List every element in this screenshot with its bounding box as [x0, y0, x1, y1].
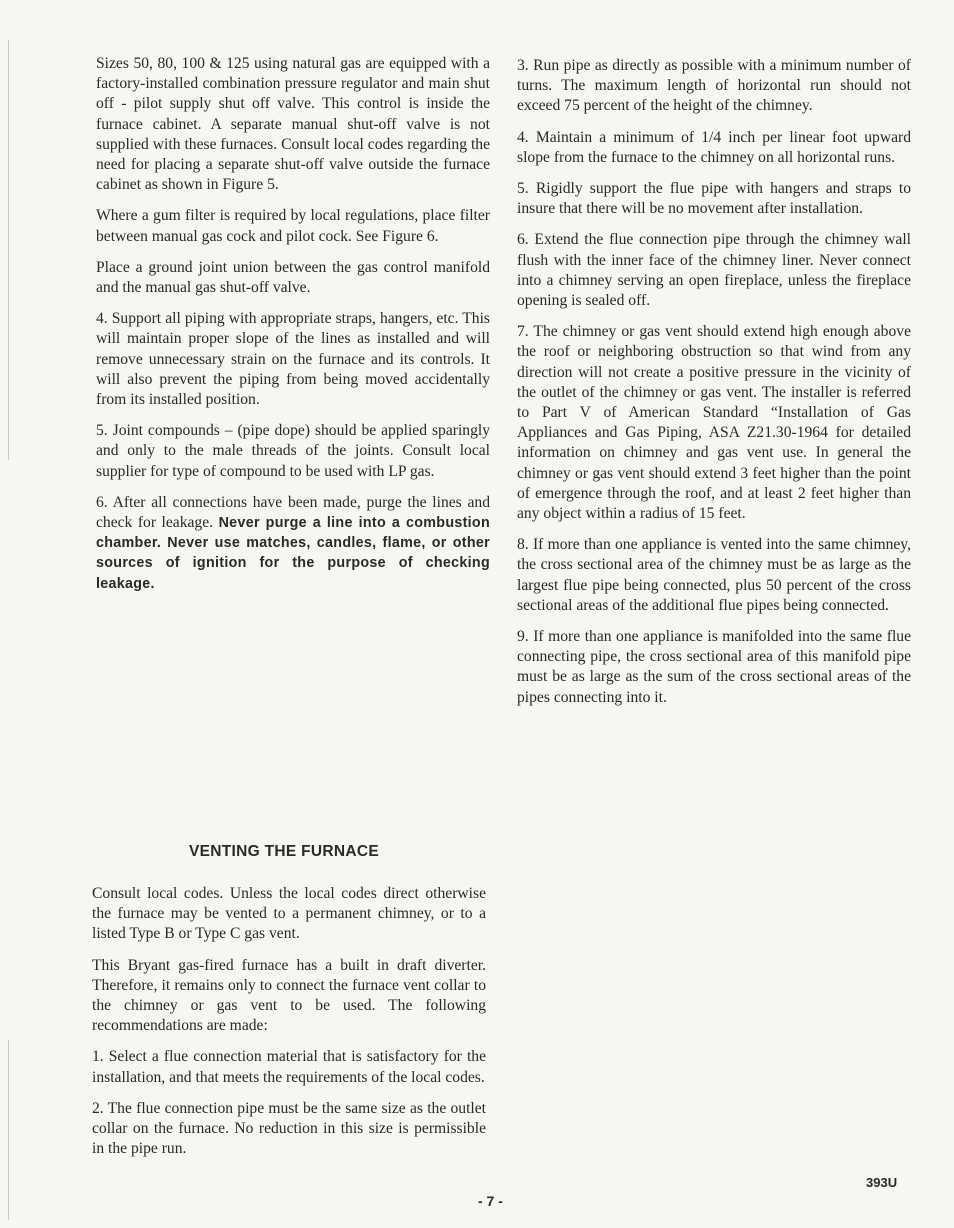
left-margin-line — [8, 40, 9, 460]
paragraph: Place a ground joint union between the gas control manifold and the manual gas shut-off valve. — [96, 258, 490, 297]
paragraph: Consult local codes. Unless the local codes direct otherwise the furnace may be vented to a permanent chimney, or to a listed Type B or Type C gas vent. — [92, 885, 486, 943]
left-margin-line-lower — [8, 1040, 9, 1220]
paragraph: 4. Support all piping with appropriate straps, hangers, etc. This will maintain proper slope of the lines as installed and will remove unnecessary strain on the furnace and its controls. It will also prevent the piping from being moved accidentally from its installed position. — [96, 310, 490, 409]
paragraph: 8. If more than one appliance is vented into the same chimney, the cross sectional area of the chimney must be as large as the largest flue pipe being connected, plus 50 percent of the cross sectional areas of the additional flue pipes being connected. — [517, 536, 911, 614]
left-column — [96, 54, 490, 605]
paragraph: 1. Select a flue connection material that is satisfactory for the installation, and that meets the requirements of the local codes. — [92, 1048, 486, 1086]
paragraph: 7. The chimney or gas vent should extend high enough above the roof or neighboring obstruction so that wind from any direction will not create a positive pressure in the vicinity of the outlet of the chimney or gas vent. The installer is referred to Part V of American Standard “Installation of Gas Appliances and Gas Piping, ASA Z21.30-1964 for detailed information on chimney and gas vent use. In general the chimney or gas vent should extend 3 feet higher than the point of emergence through the roof, and at least 2 feet higher than any object within a radius of 15 feet. — [517, 323, 911, 523]
right-column — [517, 56, 911, 719]
venting-section — [92, 884, 486, 1170]
paragraph: 9. If more than one appliance is manifolded into the same flue connecting pipe, the cross sectional area of this manifold pipe must be as large as the sum of the cross sectional areas of the pipes connecting into it. — [517, 628, 911, 706]
section-heading: VENTING THE FURNACE — [189, 843, 379, 860]
paragraph: 2. The flue connection pipe must be the same size as the outlet collar on the furnace. No reduction in this size is permissible in the pipe run. — [92, 1099, 486, 1158]
paragraph: 4. Maintain a minimum of 1/4 inch per linear foot upward slope from the furnace to the chimney on all horizontal runs. — [517, 128, 911, 166]
paragraph: 6. Extend the flue connection pipe through the chimney wall flush with the inner face of the chimney liner. Never connect into a chimney serving an open fireplace, unless the fireplace opening is sealed off. — [517, 231, 911, 310]
paragraph-warning — [96, 493, 490, 594]
paragraph: Sizes 50, 80, 100 & 125 using natural gas are equipped with a factory-installed combination pressure regulator and main shut off - pilot supply shut off valve. This control is inside the furnace cabinet. A separate manual shut-off valve is not supplied with these furnaces. Consult local codes regarding the need for placing a separate shut-off valve outside the furnace cabinet as shown in Figure 5. — [96, 55, 490, 194]
warning-text: Never purge a line into a combustion chamber. Never use matches, candles, flame, or other sources of ignition for the purpose of checking leakage. — [96, 515, 490, 592]
document-code: 393U — [866, 1175, 898, 1190]
paragraph: Where a gum filter is required by local regulations, place filter between manual gas cock and pilot cock. See Figure 6. — [96, 207, 490, 245]
paragraph-text: 6. After all connections have been made, purge the lines and check for leakage. — [96, 493, 490, 532]
paragraph: 5. Rigidly support the flue pipe with hangers and straps to insure that there will be no movement after installation. — [517, 180, 911, 218]
paragraph: 3. Run pipe as directly as possible with a minimum number of turns. The maximum length of horizontal run should not exceed 75 percent of the height of the chimney. — [517, 57, 911, 115]
paragraph: This Bryant gas-fired furnace has a built in draft diverter. Therefore, it remains only to connect the furnace vent collar to the chimney or gas vent to be used. The following recommendations are made: — [92, 956, 486, 1035]
paragraph: 5. Joint compounds – (pipe dope) should be applied sparingly and only to the male threads of the joints. Consult local supplier for type of compound to be used with LP gas. — [96, 422, 490, 480]
page-number: - 7 - — [478, 1193, 503, 1209]
